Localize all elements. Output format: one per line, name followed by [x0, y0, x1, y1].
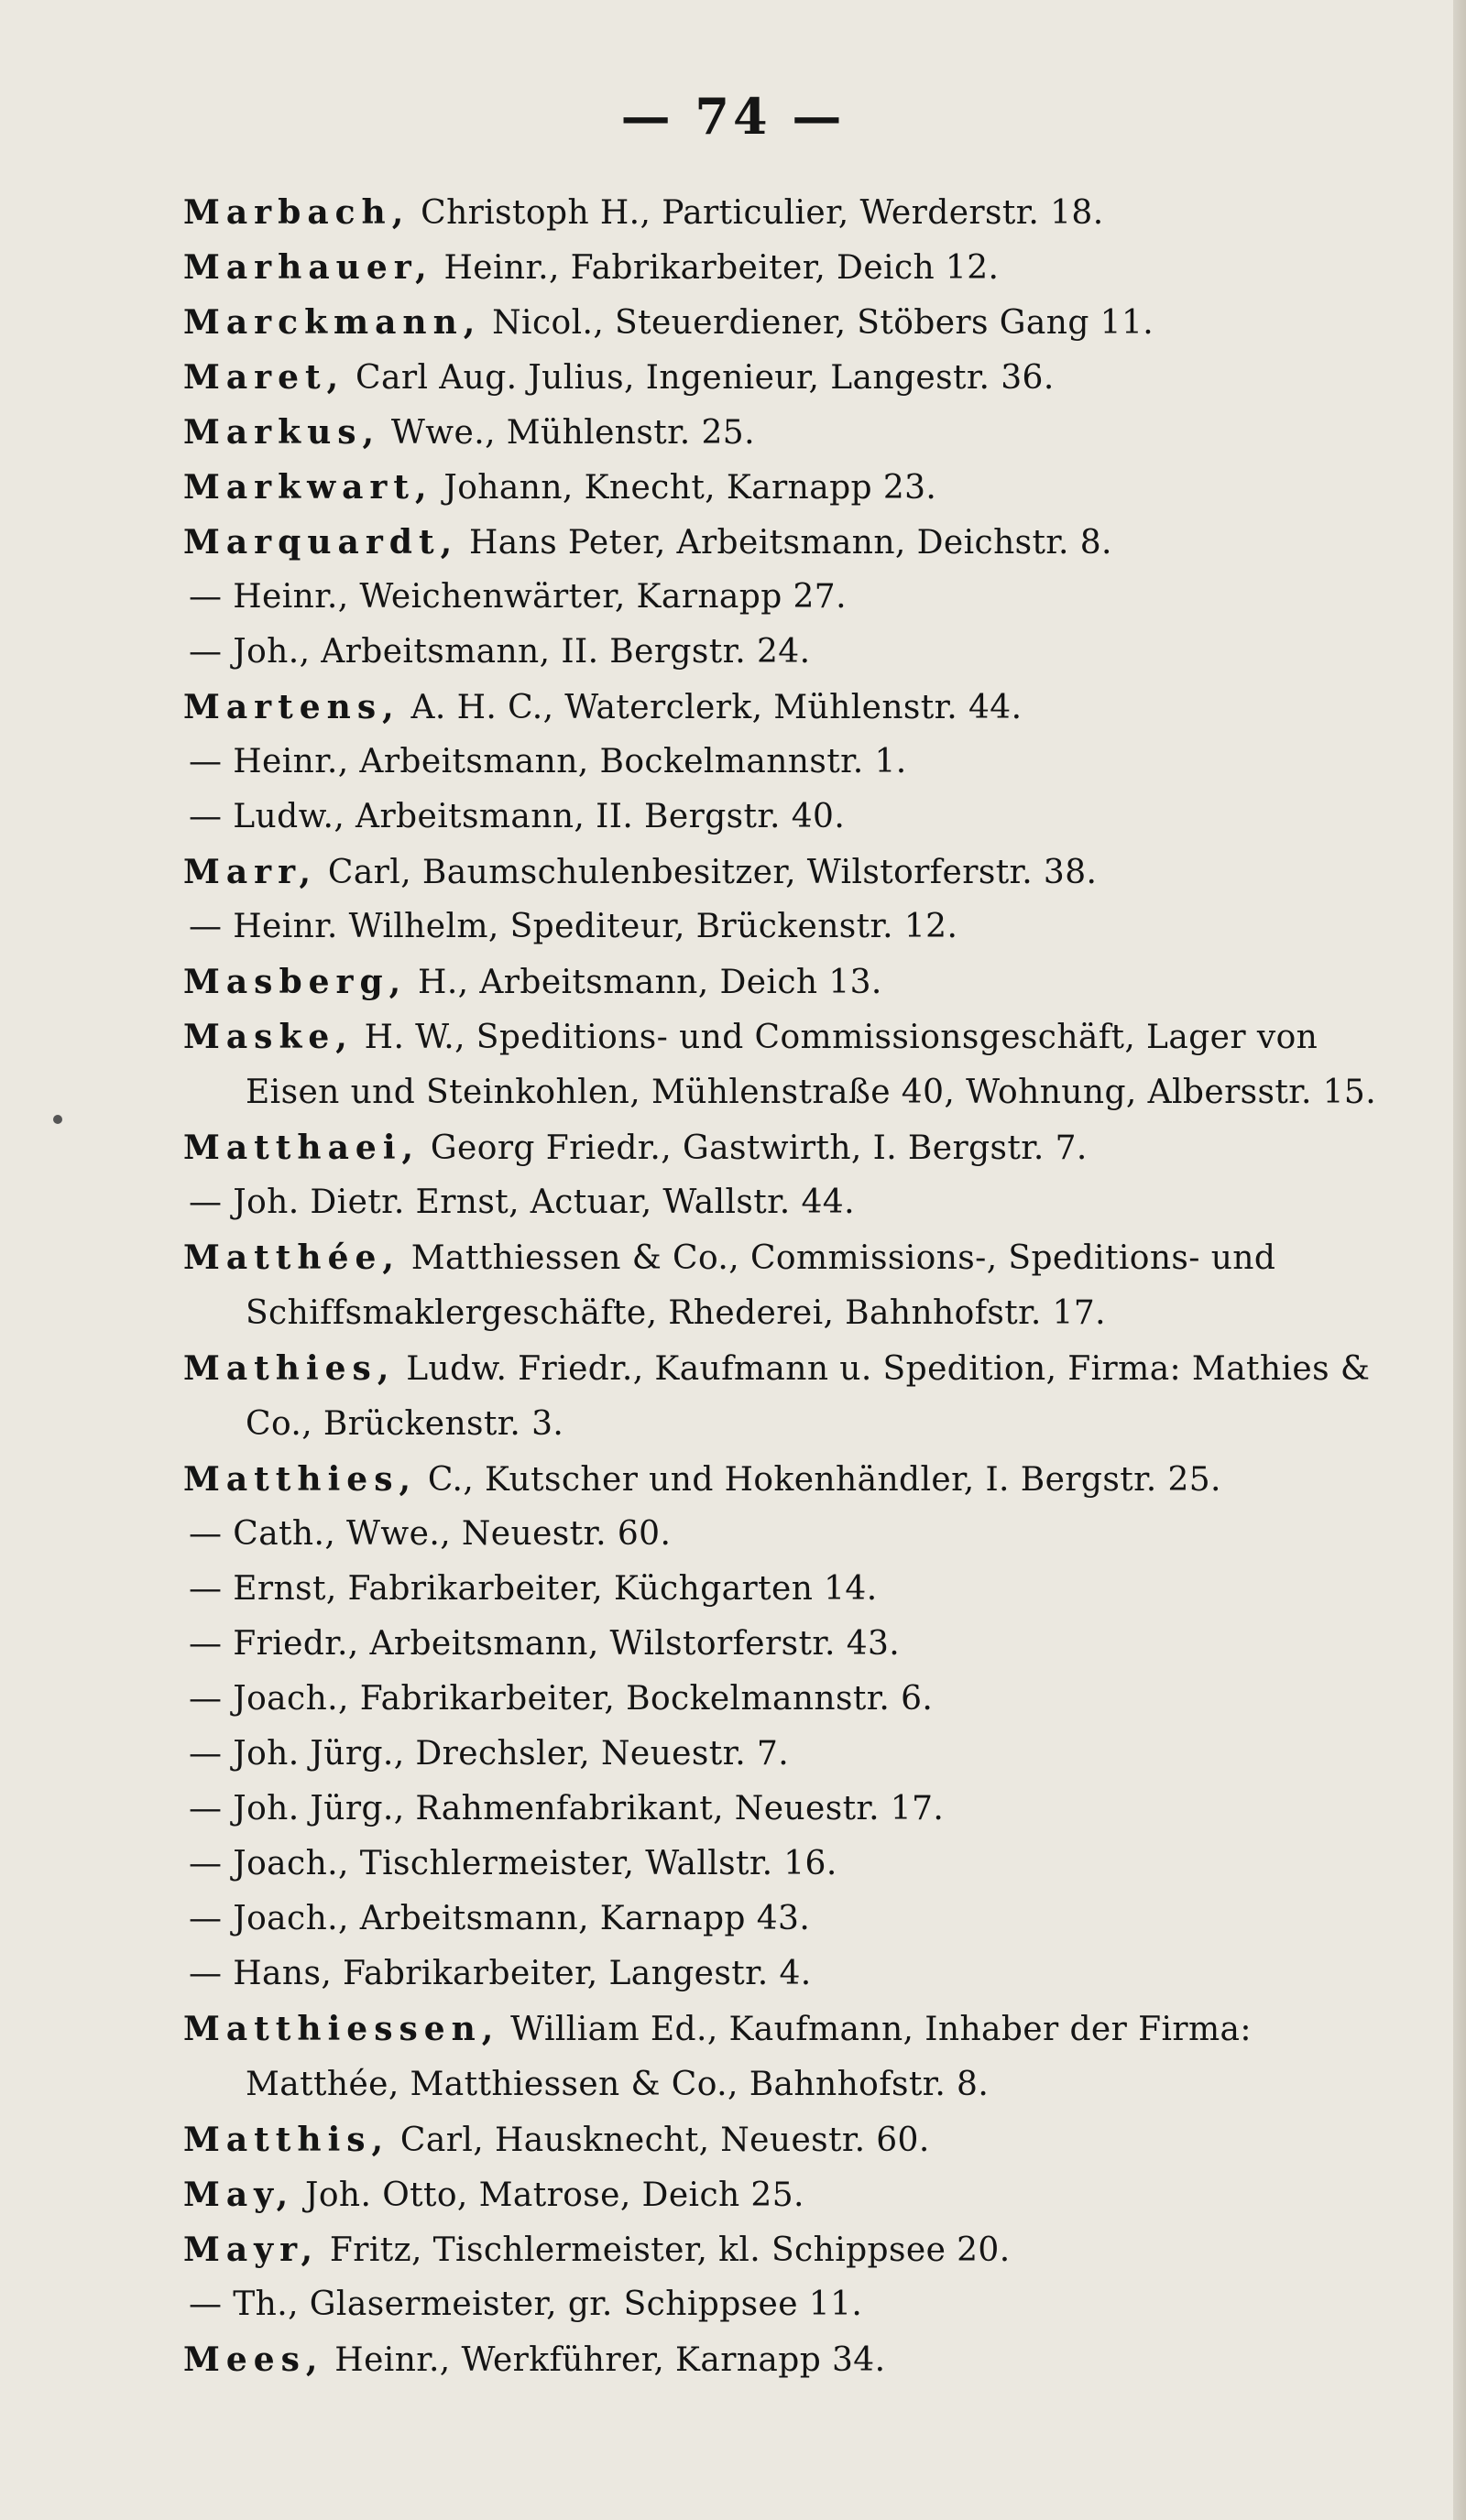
directory-entry	[183, 295, 1384, 350]
directory-entry	[183, 845, 1384, 900]
entry-details: A. H. C., Waterclerk, Mühlenstr. 44.	[399, 689, 1023, 726]
entry-details: H. W., Speditions- und Commissionsgeschäft, Lager von Eisen und Steinkohlen, Mühlenstraße 40, Wohnung, Albersstr. 15.	[246, 1019, 1377, 1111]
entry-surname: Marckmann,	[183, 303, 482, 342]
entry-details: Hans Peter, Arbeitsmann, Deichstr. 8.	[458, 524, 1112, 562]
entry-details: — Joh. Jürg., Rahmenfabrikant, Neuestr. 17.	[189, 1790, 945, 1827]
entry-details: William Ed., Kaufmann, Inhaber der Firma: Matthée, Matthiessen & Co., Bahnhofstr. 8.	[246, 2011, 1252, 2103]
entry-details: — Heinr. Wilhelm, Spediteur, Brückenstr. 12.	[189, 908, 958, 945]
entry-details: Fritz, Tischlermeister, kl. Schippsee 20.	[318, 2231, 1011, 2269]
entry-details: — Heinr., Weichenwärter, Karnapp 27.	[189, 578, 847, 616]
page-number: — 74 —	[620, 87, 846, 146]
directory-subentry	[183, 1947, 1384, 2002]
entry-surname: Mayr,	[183, 2231, 319, 2269]
entry-surname: Marquardt,	[183, 523, 459, 562]
entry-surname: Matthée,	[183, 1238, 400, 1277]
entry-details: Matthiessen & Co., Commissions-, Speditions- und Schiffsmaklergeschäfte, Rhederei, Bahnhofstr. 17.	[246, 1239, 1276, 1332]
entry-surname: Matthies,	[183, 1460, 417, 1499]
directory-entry	[183, 515, 1384, 570]
directory-subentry	[183, 790, 1384, 845]
directory-subentry	[183, 1507, 1384, 1562]
entry-surname: Mathies,	[183, 1349, 396, 1388]
entry-details: Heinr., Fabrikarbeiter, Deich 12.	[432, 249, 1000, 287]
directory-entry	[183, 240, 1384, 295]
directory-entry	[183, 1452, 1384, 1507]
directory-subentry	[183, 1782, 1384, 1837]
entry-details: Ludw. Friedr., Kaufmann u. Spedition, Firma: Mathies & Co., Brückenstr. 3.	[246, 1350, 1371, 1443]
directory-entry	[183, 1230, 1384, 1341]
directory-entry	[183, 1009, 1384, 1120]
directory-subentry	[183, 2277, 1384, 2332]
margin-mark	[53, 1115, 62, 1124]
directory-entry	[183, 2002, 1384, 2112]
directory-entry	[183, 460, 1384, 515]
entry-surname: May,	[183, 2176, 295, 2214]
directory-subentry	[183, 570, 1384, 625]
entry-surname: Matthaei,	[183, 1129, 421, 1167]
entry-details: — Joh. Jürg., Drechsler, Neuestr. 7.	[189, 1735, 790, 1773]
directory-subentry	[183, 735, 1384, 790]
entry-details: Georg Friedr., Gastwirth, I. Bergstr. 7.	[420, 1129, 1088, 1167]
directory-subentry	[183, 1562, 1384, 1617]
directory-entry	[183, 955, 1384, 1009]
entry-surname: Matthiessen,	[183, 2010, 500, 2048]
entry-details: — Th., Glasermeister, gr. Schippsee 11.	[189, 2285, 863, 2323]
directory-entry	[183, 2222, 1384, 2277]
directory-subentry	[183, 1617, 1384, 1672]
entry-surname: Martens,	[183, 688, 400, 726]
directory-subentry	[183, 1727, 1384, 1782]
directory-subentry	[183, 1672, 1384, 1727]
entry-details: Joh. Otto, Matrose, Deich 25.	[294, 2176, 804, 2214]
entry-details: H., Arbeitsmann, Deich 13.	[407, 964, 882, 1001]
directory-entry	[183, 405, 1384, 460]
entry-details: — Joach., Fabrikarbeiter, Bockelmannstr. 6.	[189, 1680, 934, 1718]
directory-subentry	[183, 625, 1384, 680]
directory-entry	[183, 2332, 1384, 2387]
entry-surname: Markwart,	[183, 468, 433, 507]
entry-surname: Marhauer,	[183, 248, 433, 287]
entry-details: Nicol., Steuerdiener, Stöbers Gang 11.	[481, 304, 1154, 342]
entry-surname: Maret,	[183, 358, 345, 397]
entry-details: Carl, Baumschulenbesitzer, Wilstorferstr. 38.	[317, 854, 1098, 891]
entry-details: — Joach., Tischlermeister, Wallstr. 16.	[189, 1845, 837, 1882]
directory-entry	[183, 1120, 1384, 1175]
entry-details: — Ludw., Arbeitsmann, II. Bergstr. 40.	[189, 798, 846, 835]
entry-details: Carl Aug. Julius, Ingenieur, Langestr. 36.	[345, 359, 1055, 397]
directory-entry	[183, 350, 1384, 405]
entry-details: — Cath., Wwe., Neuestr. 60.	[189, 1515, 672, 1553]
entry-details: — Joach., Arbeitsmann, Karnapp 43.	[189, 1900, 811, 1937]
entry-details: — Joh. Dietr. Ernst, Actuar, Wallstr. 44.	[189, 1184, 855, 1221]
entry-surname: Marbach,	[183, 193, 410, 232]
entry-details: — Hans, Fabrikarbeiter, Langestr. 4.	[189, 1955, 812, 1992]
directory-entries	[183, 185, 1384, 2387]
entry-details: C., Kutscher und Hokenhändler, I. Bergstr. 25.	[417, 1461, 1221, 1499]
directory-entry	[183, 185, 1384, 240]
directory-entry	[183, 2112, 1384, 2167]
directory-entry	[183, 2167, 1384, 2222]
entry-details: Christoph H., Particulier, Werderstr. 18.	[410, 194, 1104, 232]
entry-details: Johann, Knecht, Karnapp 23.	[432, 469, 937, 507]
entry-surname: Mees,	[183, 2340, 324, 2379]
entry-details: Carl, Hausknecht, Neuestr. 60.	[389, 2122, 930, 2159]
entry-details: Heinr., Werkführer, Karnapp 34.	[323, 2341, 886, 2379]
directory-subentry	[183, 1175, 1384, 1230]
directory-entry	[183, 1341, 1384, 1452]
entry-details: Wwe., Mühlenstr. 25.	[380, 414, 755, 452]
entry-details: — Joh., Arbeitsmann, II. Bergstr. 24.	[189, 633, 811, 671]
entry-details: — Heinr., Arbeitsmann, Bockelmannstr. 1.	[189, 743, 907, 780]
page-edge	[1453, 0, 1466, 2520]
entry-surname: Maske,	[183, 1018, 354, 1056]
directory-subentry	[183, 900, 1384, 955]
directory-subentry	[183, 1837, 1384, 1892]
directory-subentry	[183, 1892, 1384, 1947]
entry-details: — Ernst, Fabrikarbeiter, Küchgarten 14.	[189, 1570, 878, 1608]
entry-details: — Friedr., Arbeitsmann, Wilstorferstr. 43.	[189, 1625, 901, 1663]
entry-surname: Marr,	[183, 853, 318, 891]
directory-entry	[183, 680, 1384, 735]
entry-surname: Matthis,	[183, 2121, 390, 2159]
entry-surname: Markus,	[183, 413, 381, 452]
entry-surname: Masberg,	[183, 963, 408, 1001]
